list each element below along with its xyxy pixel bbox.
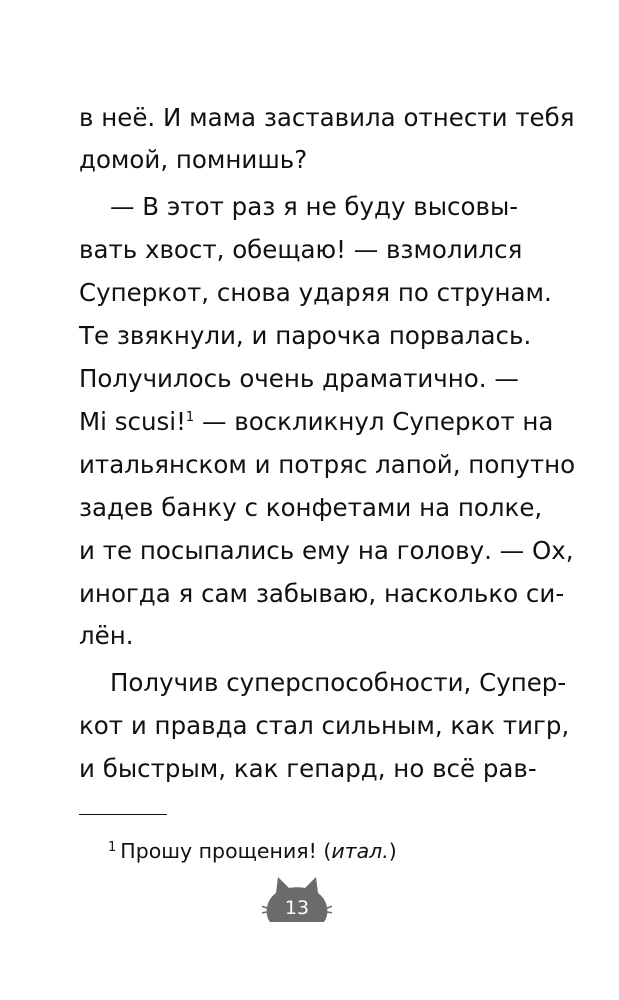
text-line: и те посыпались ему на голову. — Ох, [79, 536, 574, 565]
footnote-marker: 1 [108, 840, 117, 855]
text-line: иногда я сам забываю, насколько си- [79, 579, 565, 608]
text-line: и быстрым, как гепард, но всё рав- [79, 754, 537, 783]
text-line: домой, помнишь? [79, 145, 308, 174]
text-line: в неё. И мама заставила отнести тебя [79, 103, 575, 132]
text-line: вать хвост, обещаю! — взмолился [79, 235, 523, 264]
footnote-reference: 1 [185, 410, 195, 425]
text-line: Те звякнули, и парочка порвалась. [79, 321, 532, 350]
footnote-text: Прошу прощения! ( [120, 839, 332, 863]
footnote-close: ) [388, 839, 397, 863]
text-segment: — воскликнул Суперкот на [201, 407, 554, 436]
text-line: лён. [79, 621, 134, 650]
text-line: — В этот раз я не буду высовы- [110, 192, 519, 221]
text-line: Получилось очень драматично. — [79, 364, 519, 393]
italian-phrase: Mi scusi! [79, 407, 186, 436]
text-line: задев банку с конфетами на полке, [79, 493, 543, 522]
footnote [108, 834, 397, 865]
footnote-divider [79, 814, 167, 815]
footnote-language: итал. [331, 839, 389, 863]
text-line: итальянском и потряс лапой, попутно [79, 450, 576, 479]
text-line: кот и правда стал сильным, как тигр, [79, 711, 570, 740]
text-line-with-footnote-ref [79, 401, 554, 443]
text-line: Получив суперспособности, Супер- [110, 668, 567, 697]
page-number: 13 [284, 897, 310, 919]
text-line: Суперкот, снова ударяя по струнам. [79, 278, 552, 307]
